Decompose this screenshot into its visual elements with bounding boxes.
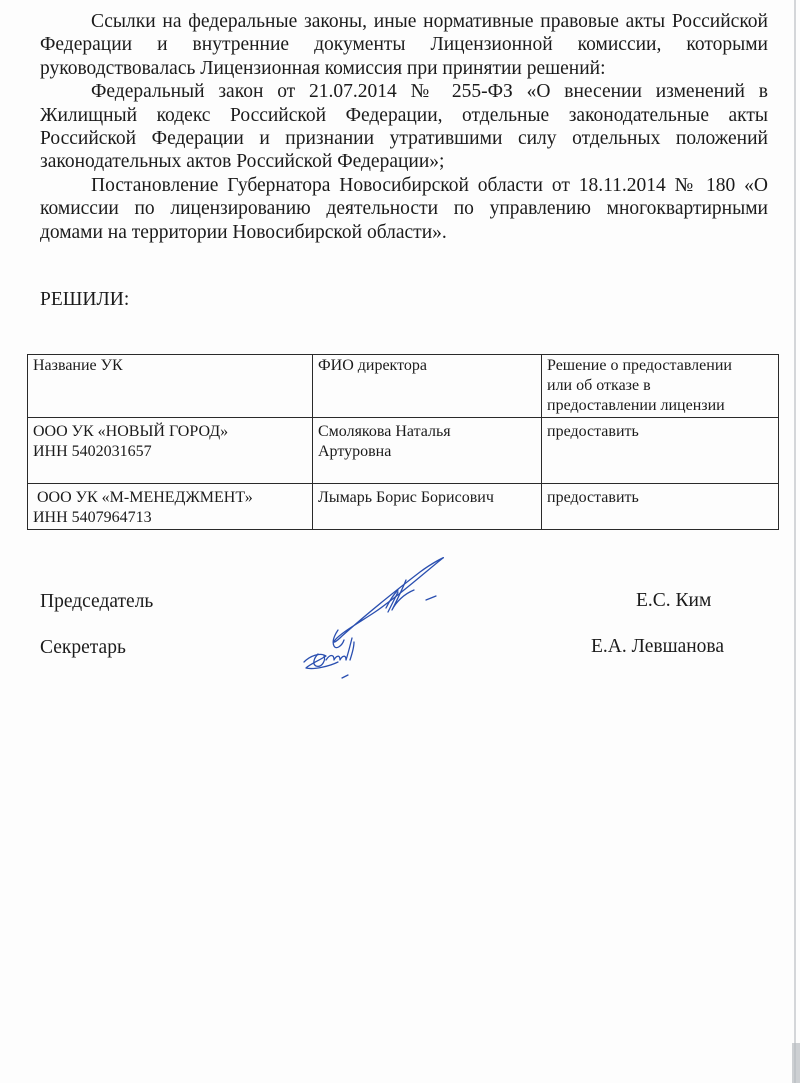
federal-law-paragraph: Федеральный закон от 21.07.2014 № 255-ФЗ «О внесении изменений в Жилищный кодекс Российской Федерации, отдельные законодательные акты Российской Федерации и признании утратившими силу отдельных положений законодательных актов Российской Федерации»; — [40, 81, 768, 173]
secretary-label: Секретарь — [40, 637, 126, 658]
table-header-row — [28, 355, 779, 418]
director-name-line: Артуровна — [318, 443, 392, 460]
decision-cell: предоставить — [542, 418, 779, 484]
header-decision-line: Решение о предоставлении — [547, 357, 732, 374]
references-section — [40, 10, 768, 244]
company-cell — [28, 418, 313, 484]
decision-cell: предоставить — [542, 484, 779, 530]
company-cell — [28, 484, 313, 530]
handwritten-signature-icon — [280, 550, 450, 690]
chairman-label: Председатель — [40, 591, 154, 612]
scan-edge-shadow — [792, 1043, 800, 1083]
references-intro-paragraph: Ссылки на федеральные законы, иные нормативные правовые акты Российской Федерации и внутренние документы Лицензионной комиссии, которыми руководствовалась Лицензионная комиссия при принятии решений: — [40, 11, 768, 79]
company-inn: ИНН 5402031657 — [33, 443, 152, 460]
company-inn: ИНН 5407964713 — [33, 509, 152, 526]
director-cell — [313, 484, 542, 530]
governor-resolution-paragraph: Постановление Губернатора Новосибирской области от 18.11.2014 № 180 «О комиссии по лицензированию деятельности по управлению многоквартирными домами на территории Новосибирской области». — [40, 174, 768, 243]
header-decision-line: предоставлении лицензии — [547, 397, 725, 414]
director-cell — [313, 418, 542, 484]
header-decision — [542, 355, 779, 418]
license-decisions-table — [27, 354, 779, 530]
header-decision-line: или об отказе в — [547, 377, 651, 394]
director-name-line: Смолякова Наталья — [318, 423, 451, 440]
director-name-line: Лымарь Борис Борисович — [318, 489, 494, 506]
table-row — [28, 484, 779, 530]
header-company-name: Название УК — [28, 355, 313, 418]
header-director-name: ФИО директора — [313, 355, 542, 418]
table-row — [28, 418, 779, 484]
company-name: ООО УК «НОВЫЙ ГОРОД» — [33, 423, 229, 440]
company-name: ООО УК «М-МЕНЕДЖМЕНТ» — [33, 489, 253, 506]
resolved-heading: РЕШИЛИ: — [40, 289, 130, 310]
scan-edge-line — [794, 0, 796, 1083]
secretary-name: Е.А. Левшанова — [591, 636, 725, 657]
chairman-name: Е.С. Ким — [636, 590, 712, 611]
